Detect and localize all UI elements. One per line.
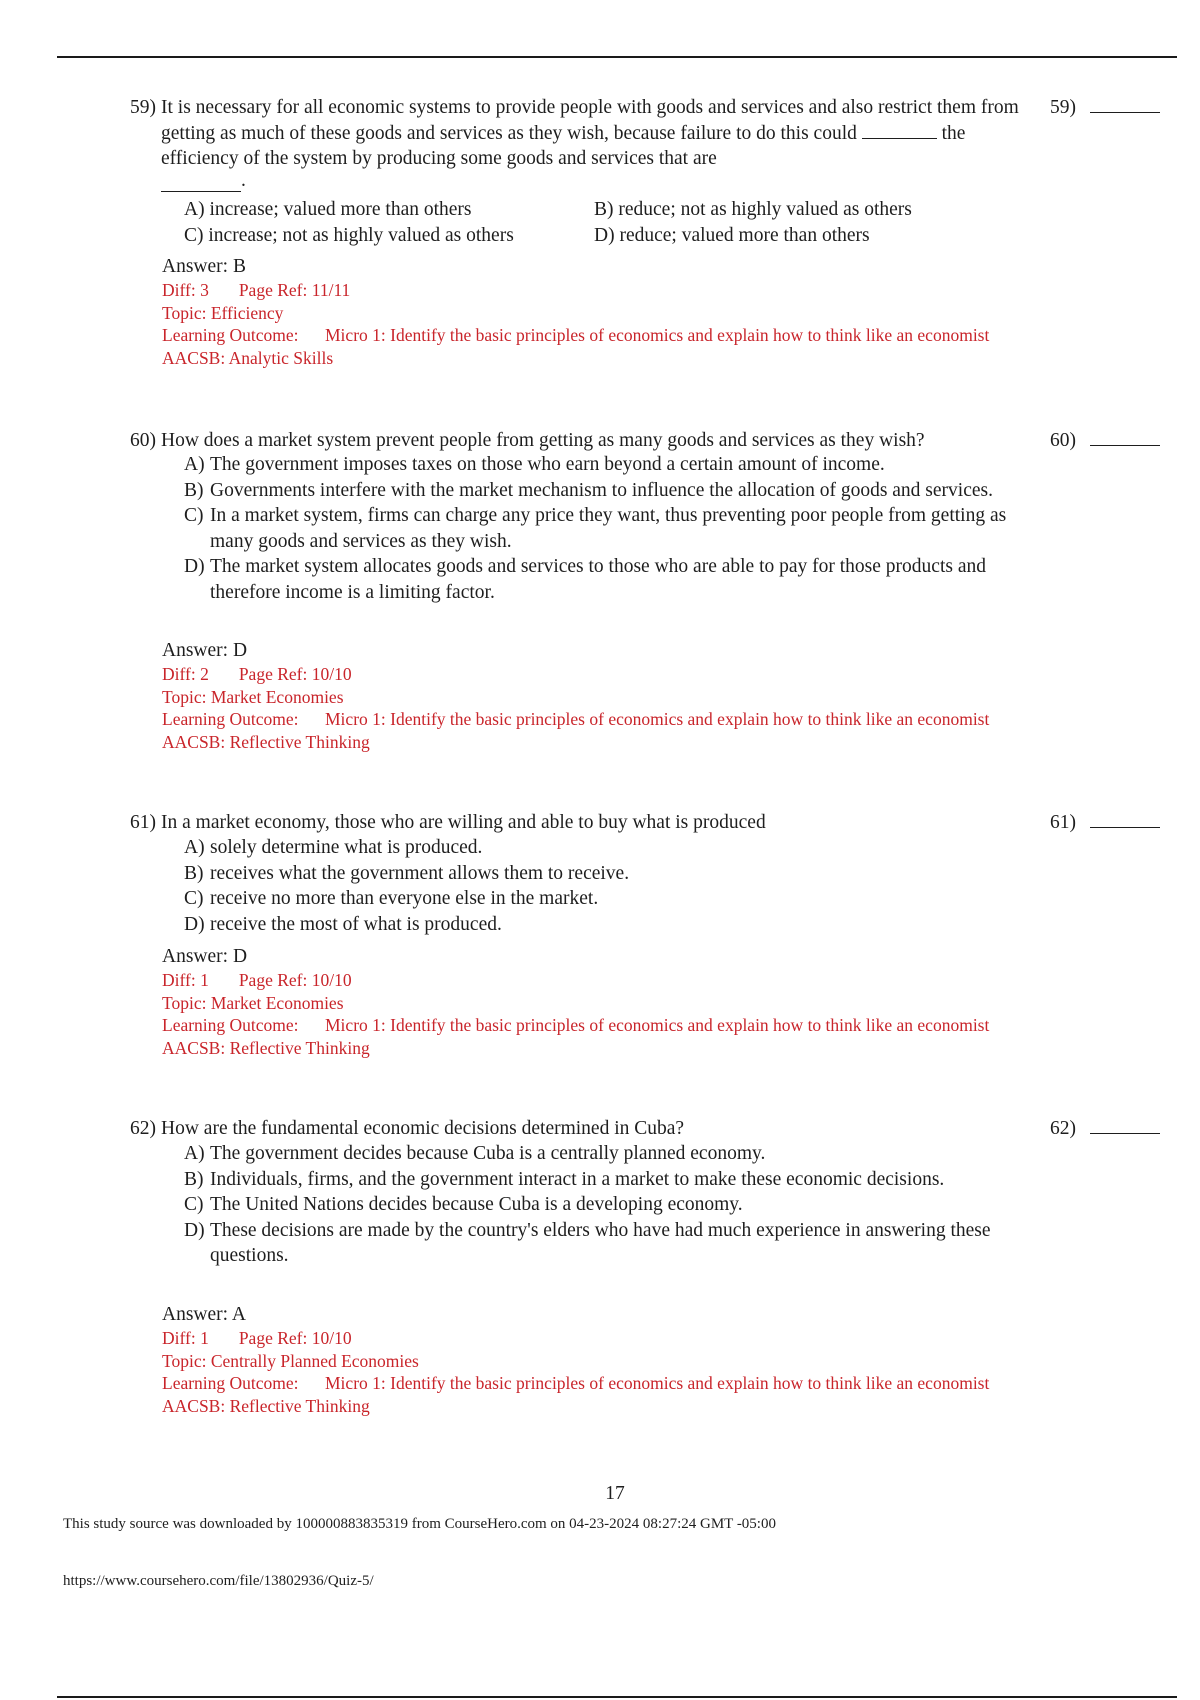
question-text: How does a market system prevent people from getting as many goods and services as they wish? (161, 430, 925, 451)
answer-slot (1050, 428, 1160, 454)
option-b: B) Governments interfere with the market mechanism to influence the allocation of goods and services. (184, 479, 993, 501)
option-c: C) In a market system, firms can charge any price they want, thus preventing poor people from getting as many goods and services as they wish. (184, 505, 1007, 552)
question-number: 61) (130, 812, 156, 833)
question-number: 62) (130, 1118, 156, 1139)
option-d: D) These decisions are made by the country's elders who have had much experience in answering these questions. (184, 1219, 991, 1266)
download-source-notice: This study source was downloaded by 100000883835319 from CourseHero.com on 04-23-2024 08:27:24 GMT -05:00 (63, 1516, 776, 1532)
option-c: C) The United Nations decides because Cuba is a developing economy. (184, 1194, 743, 1215)
answer: Answer: A (162, 1304, 246, 1325)
answer-slot (1050, 95, 1160, 121)
difficulty-line: Diff: 2 Page Ref: 10/10 (162, 664, 352, 684)
option-c: C) increase; not as highly valued as others (184, 225, 514, 246)
option-a: A) The government decides because Cuba is a centrally planned economy. (184, 1143, 766, 1164)
topic: Topic: Market Economies (162, 992, 344, 1013)
question-text: In a market economy, those who are willing and able to buy what is produced (161, 812, 766, 833)
fill-blank (161, 172, 241, 192)
option-b: B) receives what the government allows them to receive. (184, 862, 630, 884)
answer-metadata (162, 255, 1022, 369)
topic: Topic: Efficiency (162, 302, 284, 323)
option-d: D) The market system allocates goods and services to those who are able to pay for those products and therefore income is a limiting factor. (184, 556, 986, 603)
option-a: A) increase; valued more than others (184, 199, 472, 220)
topic: Topic: Centrally Planned Economies (162, 1350, 419, 1371)
answer-slot (1050, 1116, 1160, 1142)
option-a: A) solely determine what is produced. (184, 837, 483, 858)
answer-blank (1090, 98, 1160, 113)
question-text: It is necessary for all economic systems to provide people with goods and services and also restrict them from getting as much of these goods and services as they wish, because failure to do this could the efficiency of the system by producing some goods and services that are . (130, 95, 1030, 192)
difficulty-line: Diff: 1 Page Ref: 10/10 (162, 1328, 352, 1348)
answer-slot (1050, 810, 1160, 836)
difficulty-line: Diff: 3 Page Ref: 11/11 (162, 280, 351, 300)
learning-outcome: Learning Outcome: Micro 1: Identify the basic principles of economics and explain how to think like an economist (162, 1373, 990, 1393)
fill-blank (862, 124, 937, 139)
option-d: D) receive the most of what is produced. (184, 913, 502, 935)
answer-blank (1090, 813, 1160, 828)
answer-slot-number: 61) (1050, 812, 1076, 833)
option-d: D) reduce; valued more than others (594, 225, 870, 246)
answer: Answer: D (162, 946, 248, 967)
aacsb: AACSB: Reflective Thinking (162, 1037, 370, 1058)
question-stem (130, 428, 1030, 454)
topic: Topic: Market Economies (162, 686, 344, 707)
option-b: B) reduce; not as highly valued as others (594, 199, 912, 220)
question-number: 59) (130, 97, 156, 118)
answer-blank (1090, 431, 1160, 446)
top-rule (57, 56, 1177, 58)
answer-metadata (162, 945, 1022, 1059)
question-stem (130, 1116, 1030, 1142)
difficulty-line: Diff: 1 Page Ref: 10/10 (162, 970, 352, 990)
question-stem (130, 95, 1030, 192)
options (184, 835, 1024, 937)
learning-outcome: Learning Outcome: Micro 1: Identify the basic principles of economics and explain how to think like an economist (162, 709, 990, 729)
page-number: 17 (605, 1483, 625, 1504)
option-b: B) Individuals, firms, and the government interact in a market to make these economic decisions. (184, 1168, 945, 1190)
answer: Answer: D (162, 640, 248, 661)
options (184, 197, 1004, 249)
options (184, 452, 1024, 605)
question-stem (130, 810, 1030, 836)
question-number: 60) (130, 430, 156, 451)
bottom-rule (57, 1696, 1177, 1698)
answer-metadata (162, 639, 1022, 753)
answer: Answer: B (162, 256, 246, 277)
answer-blank (1090, 1119, 1160, 1134)
aacsb: AACSB: Reflective Thinking (162, 1395, 370, 1416)
option-a: A) The government imposes taxes on those who earn beyond a certain amount of income. (184, 454, 885, 475)
question-text: How are the fundamental economic decisions determined in Cuba? (161, 1118, 685, 1139)
answer-slot-number: 62) (1050, 1118, 1076, 1139)
option-c: C) receive no more than everyone else in the market. (184, 888, 599, 909)
answer-metadata (162, 1303, 1022, 1417)
answer-slot-number: 59) (1050, 97, 1076, 118)
answer-slot-number: 60) (1050, 430, 1076, 451)
options (184, 1141, 1024, 1269)
source-url[interactable]: https://www.coursehero.com/file/13802936/Quiz-5/ (63, 1573, 374, 1589)
aacsb: AACSB: Analytic Skills (162, 347, 334, 368)
learning-outcome: Learning Outcome: Micro 1: Identify the basic principles of economics and explain how to think like an economist (162, 1015, 990, 1035)
learning-outcome: Learning Outcome: Micro 1: Identify the basic principles of economics and explain how to think like an economist (162, 325, 990, 345)
aacsb: AACSB: Reflective Thinking (162, 731, 370, 752)
